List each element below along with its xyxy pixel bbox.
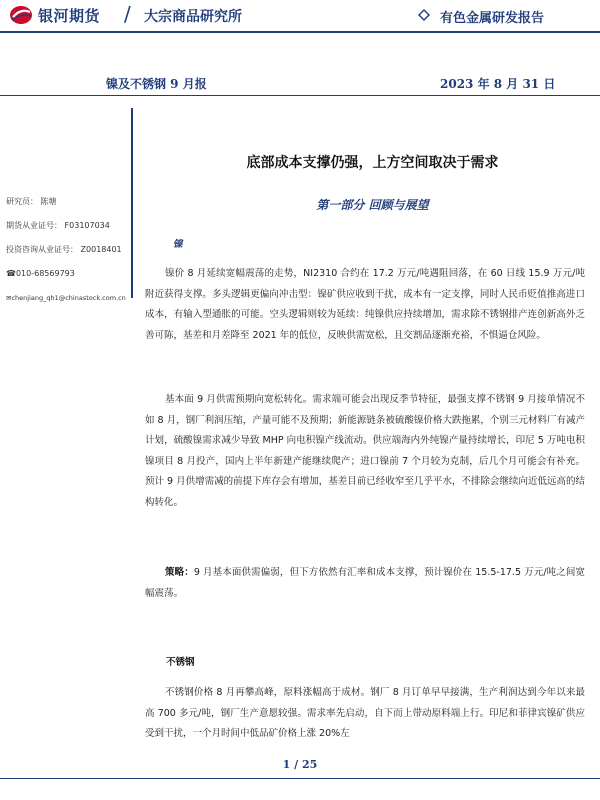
phone-row — [6, 262, 131, 286]
report-date: 2023 年 8 月 31 日 — [440, 77, 556, 91]
header-divider: / — [124, 2, 131, 26]
paragraph-nickel-review: 镍价 8 月延续宽幅震荡的走势，NI2310 合约在 17.2 万元/吨遇阻回落，在 60 日线 15.9 万元/吨附近获得支撑。多头逻辑更偏向冲击型：镍矿供应收到干扰，成本有一定支撑，同时人民币贬值推高进口成本，有输入型通胀的可能。空头逻辑则较为延续：纯镍供应持续增加，需求除不锈钢排产连创新高外乏善可陈，基差和月差降至 2021 年的低位，反映供需宽松，且交割品逐渐充裕，不惧逼仓风险。 — [145, 268, 585, 341]
strategy-label: 策略： — [165, 567, 194, 578]
sidebar-divider — [131, 108, 133, 298]
phone-icon: ☎ — [6, 269, 16, 278]
section-heading-stainless: 不锈钢 — [166, 657, 195, 668]
main-title: 底部成本支撑仍强，上方空间取决于需求 — [246, 155, 499, 171]
part-title: 第一部分 回顾与展望 — [316, 198, 429, 212]
section-heading-nickel: 镍 — [173, 239, 183, 250]
paragraph-strategy — [145, 563, 585, 604]
author-sidebar — [6, 190, 131, 310]
page-header — [0, 0, 600, 30]
researcher: 研究员： 陈塘 — [6, 197, 57, 206]
invest-cert: 投资咨询从业证号： Z0018401 — [6, 245, 122, 254]
institute-name: 大宗商品研究所 — [144, 9, 242, 25]
header-rule — [0, 31, 600, 33]
email[interactable]: chenjiang_qh1@chinastock.com.cn — [11, 294, 126, 302]
footer-rule — [0, 778, 600, 779]
report-type: 有色金属研发报告 — [440, 11, 545, 26]
subheader-rule — [0, 95, 600, 96]
email-icon: ✉ — [6, 294, 12, 302]
email-row — [6, 286, 131, 310]
page-number: 1 / 25 — [282, 758, 318, 771]
paragraph-stainless-review: 不锈钢价格 8 月再攀高峰，原料涨幅高于成材。钢厂 8 月订单早早接满，生产利润达到今年以来最高 700 多元/吨，钢厂生产意愿较强。需求率先启动，自下而上带动原料端上行。印尼和菲律宾镍矿供应受到干扰，一个月时间中低品矿价格上涨 20%左 — [145, 687, 585, 740]
strategy-text: 9 月基本面供需偏弱，但下方依然有汇率和成本支撑，预计镍价在 15.5-17.5 万元/吨之间宽幅震荡。 — [145, 567, 585, 599]
galaxy-logo-icon — [8, 4, 34, 26]
phone: 010-68569793 — [15, 269, 75, 278]
diamond-icon — [418, 9, 430, 21]
futures-cert: 期货从业证号： F03107034 — [6, 221, 110, 230]
brand-name: 银河期货 — [38, 7, 101, 25]
paragraph-fundamentals: 基本面 9 月供需预期向宽松转化。需求端可能会出现反季节特征，最强支撑不锈钢 9 月接单情况不如 8 月，钢厂利润压缩，产量可能不及预期；新能源链条被硫酸镍价格大跌拖累，个别三元材料厂有减产计划，硫酸镍需求减少导致 MHP 向电积镍产线流动。供应端海内外纯镍产量持续增长，印尼 5 万吨电积镍项目 8 月投产，国内上半年新建产能继续爬产；进口镍前 7 个月较为克制，后几个月可能会有补充。预计 9 月供增需减的前提下库存会有增加，基差目前已经收窄至几乎平水，不排除会继续向近低远高的结构转化。 — [145, 394, 585, 508]
report-title: 镍及不锈钢 9 月报 — [106, 77, 207, 91]
